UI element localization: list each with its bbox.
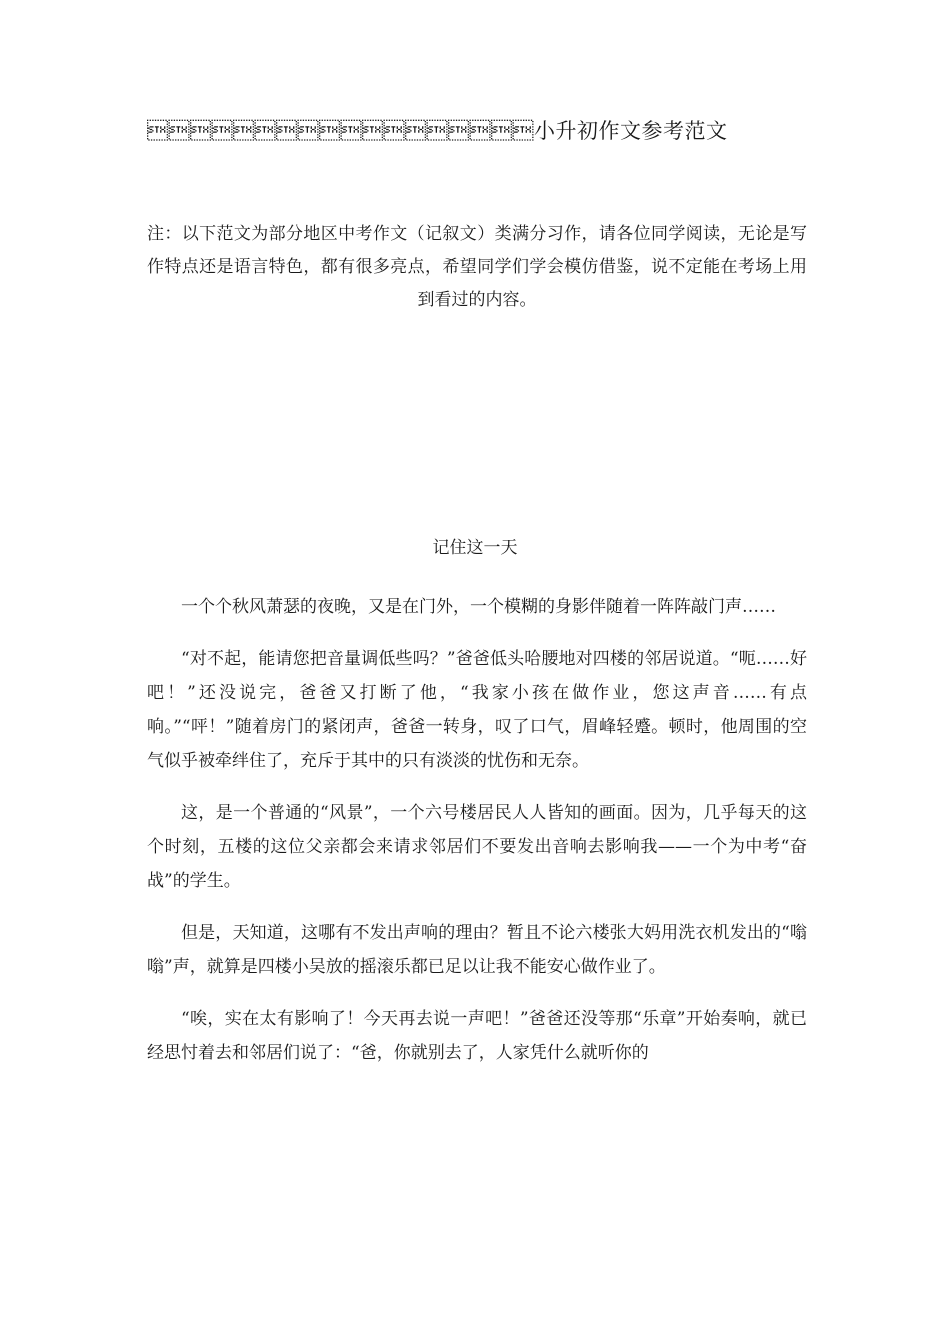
essay-body	[147, 590, 807, 1088]
essay-paragraph: “对不起，能请您把音量调低些吗？”爸爸低头哈腰地对四楼的邻居说道。“呃……好吧！”还没说完，爸爸又打断了他，“我家小孩在做作业，您这声音……有点响。”“呯！”随着房门的紧闭声，爸爸一转身，叹了口气，眉峰轻蹙。顿时，他周围的空气似乎被牵绊住了，充斥于其中的只有淡淡的忧伤和无奈。	[147, 649, 807, 771]
essay-paragraph: 但是，天知道，这哪有不发出声响的理由？暂且不论六楼张大妈用洗衣机发出的“嗡嗡”声，就算是四楼小吴放的摇滚乐都已足以让我不能安心做作业了。	[147, 923, 807, 977]
essay-paragraph: 这，是一个普通的“风景”，一个六号楼居民人人皆知的画面。因为，几乎每天的这个时刻，五楼的这位父亲都会来请求邻居们不要发出音响去影响我——一个为中考“奋战”的学生。	[147, 803, 807, 891]
document-title: 小升初作文参考范文	[147, 119, 728, 143]
editor-note: 注：以下范文为部分地区中考作文（记叙文）类满分习作，请各位同学阅读，无论是写作特点还是语言特色，都有很多亮点，希望同学们学会模仿借鉴，说不定能在考场上用到看过的内容。	[147, 224, 807, 310]
essay-title: 记住这一天	[432, 538, 518, 558]
essay-paragraph: “唉，实在太有影响了！今天再去说一声吧！”爸爸还没等那“乐章”开始奏响，就已经思忖着去和邻居们说了：“爸，你就别去了，人家凭什么就听你的	[147, 1009, 807, 1063]
essay-paragraph: 一个个秋风萧瑟的夜晚，又是在门外，一个模糊的身影伴随着一阵阵敲门声……	[181, 597, 776, 617]
